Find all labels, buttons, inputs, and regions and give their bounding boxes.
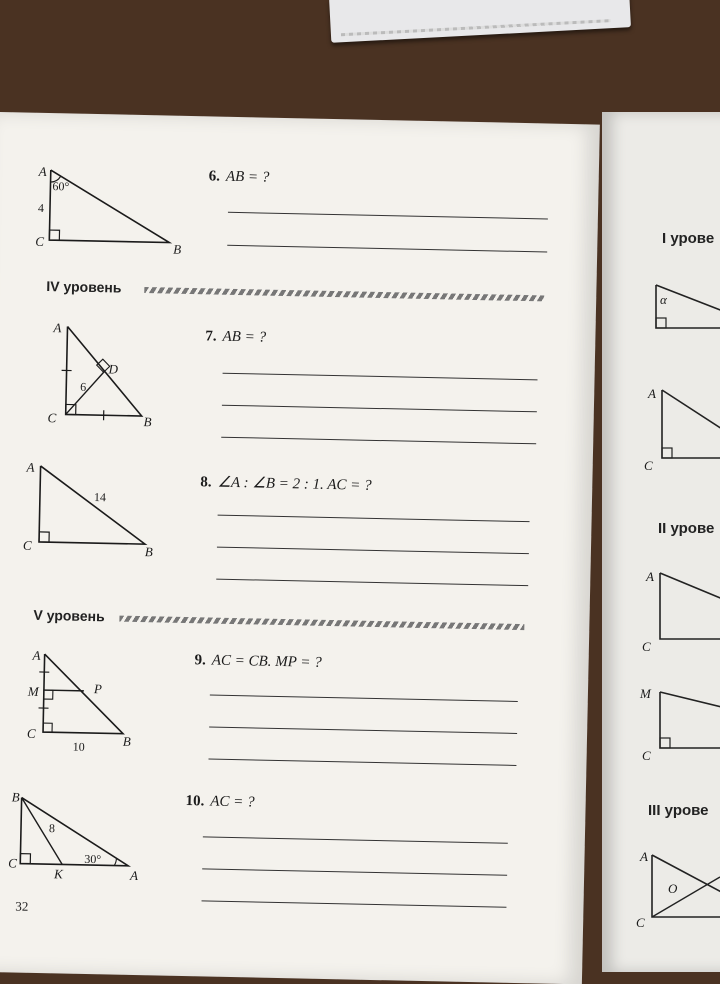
figure-8	[21, 458, 173, 561]
level-v-divider	[119, 616, 524, 630]
figure-10	[6, 787, 158, 890]
svg-text:C: C	[27, 726, 36, 741]
svg-text:C: C	[8, 855, 17, 870]
right-figure-2	[632, 382, 720, 472]
answer-line[interactable]	[227, 245, 547, 253]
svg-text:A: A	[647, 386, 656, 401]
svg-text:A: A	[645, 569, 654, 584]
svg-text:60°: 60°	[52, 179, 69, 193]
answer-line[interactable]	[209, 727, 517, 734]
left-page	[0, 112, 600, 984]
svg-text:M: M	[27, 684, 40, 699]
svg-text:K: K	[53, 866, 64, 881]
svg-text:10: 10	[73, 740, 85, 754]
svg-text:A: A	[25, 460, 34, 475]
svg-text:C: C	[35, 234, 44, 249]
svg-text:B: B	[145, 544, 153, 559]
answer-line[interactable]	[208, 759, 516, 766]
page-number: 32	[15, 898, 28, 914]
svg-text:C: C	[636, 915, 645, 930]
answer-line[interactable]	[216, 579, 528, 587]
svg-text:B: B	[143, 414, 151, 429]
right-figure-1	[646, 280, 720, 340]
svg-text:A: A	[129, 868, 138, 883]
right-level-2: II урове	[658, 520, 714, 537]
answer-line[interactable]	[202, 868, 507, 875]
svg-text:30°: 30°	[84, 852, 101, 866]
answer-line[interactable]	[217, 547, 529, 555]
svg-text:A: A	[31, 648, 40, 663]
problem-8: 8. ∠A : ∠B = 2 : 1. AC = ?	[200, 472, 372, 495]
svg-text:D: D	[107, 361, 118, 376]
desk-papers	[329, 0, 631, 43]
svg-text:M: M	[639, 686, 652, 701]
svg-text:C: C	[47, 410, 56, 425]
problem-7: 7. AB = ?	[205, 328, 266, 346]
figure-9	[23, 646, 155, 759]
answer-line[interactable]	[221, 437, 536, 445]
figure-6	[33, 158, 185, 261]
svg-text:C: C	[644, 458, 653, 472]
svg-text:B: B	[123, 734, 131, 749]
answer-line[interactable]	[202, 900, 507, 907]
right-figure-5	[630, 847, 720, 937]
svg-text:O: O	[668, 881, 678, 896]
svg-text:C: C	[642, 748, 651, 763]
svg-text:4: 4	[38, 201, 44, 215]
answer-line[interactable]	[228, 212, 548, 220]
svg-text:A: A	[639, 849, 648, 864]
right-level-3: III урове	[648, 802, 709, 819]
right-figure-4	[632, 682, 720, 772]
svg-text:B: B	[173, 242, 181, 257]
right-figure-3	[632, 567, 720, 657]
level-iv-heading: IV уровень	[46, 278, 121, 296]
answer-line[interactable]	[218, 515, 530, 523]
svg-text:A: A	[52, 320, 61, 335]
problem-9: 9. AC = CB. MP = ?	[194, 652, 322, 672]
answer-line[interactable]	[203, 836, 508, 843]
svg-text:A: A	[38, 164, 47, 179]
problem-6: 6. AB = ?	[209, 168, 270, 186]
level-iv-divider	[144, 287, 544, 301]
svg-text:8: 8	[49, 821, 55, 835]
svg-text:P: P	[93, 681, 102, 696]
svg-text:B: B	[12, 789, 20, 804]
svg-text:C: C	[642, 639, 651, 654]
right-page	[602, 112, 720, 972]
level-v-heading: V уровень	[33, 607, 105, 624]
figure-7	[45, 318, 167, 430]
svg-text:14: 14	[94, 490, 106, 504]
answer-line[interactable]	[222, 405, 537, 413]
answer-line[interactable]	[210, 695, 518, 702]
svg-text:6: 6	[80, 380, 86, 394]
right-level-1: I урове	[662, 230, 714, 247]
svg-text:C: C	[23, 538, 32, 553]
answer-line[interactable]	[223, 373, 538, 381]
problem-10: 10. AC = ?	[185, 793, 254, 811]
right-alpha: α	[660, 292, 668, 307]
